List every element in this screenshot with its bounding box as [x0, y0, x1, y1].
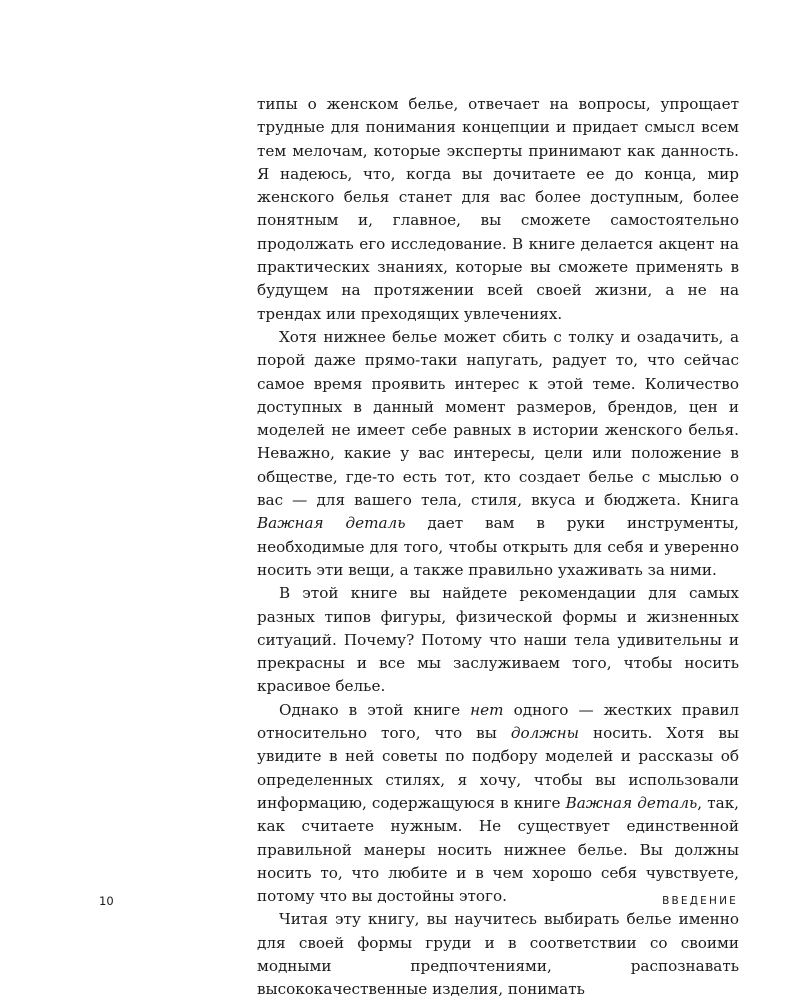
text-run: дает вам в руки инструменты, необходимые для того, чтобы открыть для себя и уверенно носить эти вещи, а также правильно ухаживать за ними. — [257, 514, 740, 579]
text-run: типы о женском белье, отвечает на вопросы, упрощает трудные для понимания концепции и придает смысл всем тем мелочам, которые эксперты принимают как данность. Я надеюсь, что, когда вы дочитаете ее до конца, мир женского белья станет для вас более доступным, более понятным и, главное, вы сможете самостоятельно продолжать его исследование. В книге делается акцент на практических знаниях, которые вы сможете применять в будущем на протяжении всей своей жизни, а не на трендах или преходящих увлечениях. — [257, 95, 739, 323]
page-number: 10 — [99, 894, 114, 908]
text-run: одного — жестких правил относительно того, что вы — [257, 700, 739, 743]
text-run: носить. Хотя вы увидите в ней советы по подбору моделей и рассказы об определенных стилях, я хочу, чтобы вы использовали информацию, содержащуюся в книге — [257, 724, 740, 812]
body-text — [257, 93, 739, 1002]
italic-text-run: Важная деталь — [257, 514, 406, 533]
italic-text-run: должны — [510, 724, 579, 743]
text-run: Хотя нижнее белье может сбить с толку и озадачить, а порой даже прямо-таки напугать, радует то, что сейчас самое время проявить интерес к этой теме. Количество доступных в данный момент размеров, брендов, цен и моделей не имеет себе равных в истории женского белья. Неважно, какие у вас интересы, цели или положение в обществе, где-то есть тот, кто создает белье с мыслью о вас — для вашего тела, стиля, вкуса и бюджета. Книга — [257, 327, 739, 510]
text-run: Однако в этой книге — [279, 700, 471, 719]
text-run: В этой книге вы найдете рекомендации для самых разных типов фигуры, физической формы и жизненных ситуаций. Почему? Потому что наши тела удивительны и прекрасны и все мы заслуживаем того, чтобы носить красивое белье. — [257, 584, 739, 696]
paragraph — [257, 699, 739, 909]
italic-text-run: Важная деталь — [565, 793, 698, 812]
paragraph — [257, 582, 739, 698]
paragraph — [257, 326, 739, 582]
italic-text-run: нет — [470, 700, 504, 719]
running-footer-section-title: ВВЕДЕНИЕ — [662, 895, 738, 907]
paragraph — [257, 93, 739, 326]
paragraph — [257, 908, 739, 1001]
text-run: , так, как считаете нужным. Не существует единственной правильной манеры носить нижнее белье. Вы должны носить то, что любите и в чем хорошо себя чувствуете, потому что вы достойны этого. — [257, 793, 740, 906]
text-run: Читая эту книгу, вы научитесь выбирать белье именно для своей формы груди и в соответствии со своими модными предпочтениями, распознавать высококачественные изделия, понимать — [257, 910, 739, 999]
